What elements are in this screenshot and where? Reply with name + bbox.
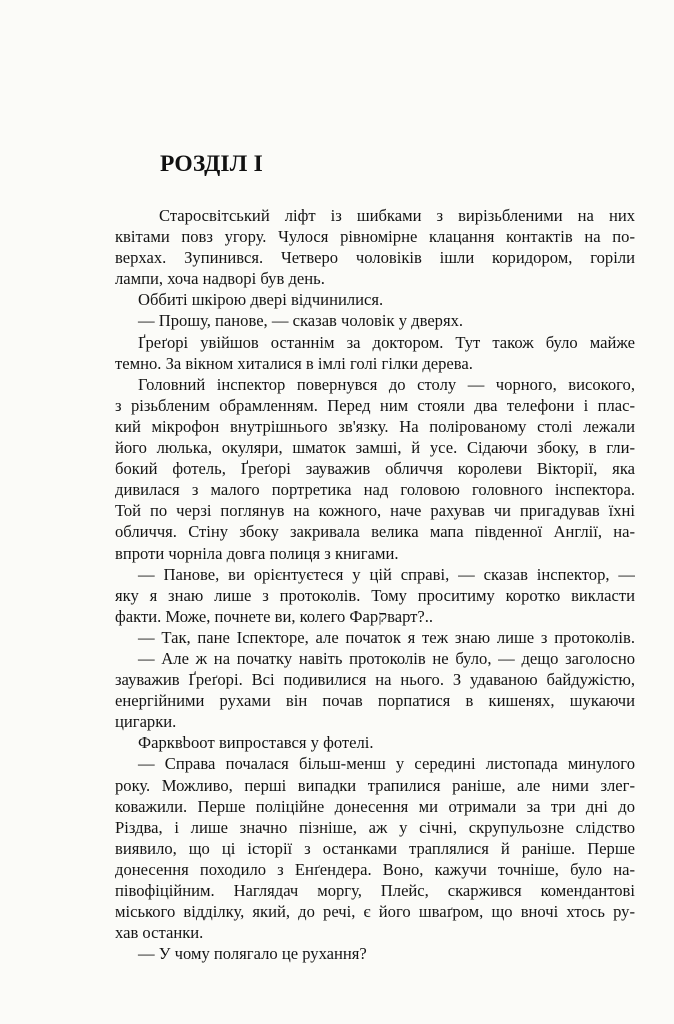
text-line: міського відділку, який, до речі, є його шваґром, що вночі хтось ру- [115, 902, 635, 922]
text-line: — Панове, ви орієнтуєтеся у цій справі, — сказав інспектор, — [138, 564, 635, 584]
body-text [115, 205, 635, 964]
text-line: з різьбленим обрамленням. Перед ним стояли два телефони і плас- [115, 395, 635, 415]
text-line: — Справа почалася більш-менш у середині листопада минулого [138, 754, 635, 774]
text-line: Фарквbooт випростався у фотелі. [138, 733, 374, 753]
text-line: — У чому полягало це рухання? [138, 944, 367, 964]
text-line: енергійними рухами він почав порпатися в кишенях, шукаючи [115, 691, 635, 711]
text-line: півофіційним. Наглядач моргу, Плейс, скаржився комендантові [115, 881, 635, 900]
text-line: факти. Може, почнете ви, колего Фарקварт?.. [115, 606, 434, 626]
text-line: бокий фотель, Ґреґорі зауважив обличчя королеви Вікторії, яка [115, 459, 635, 479]
text-line: зауважив Ґреґорі. Всі подивилися на нього. З удаваною байдужістю, [115, 670, 635, 690]
text-line: року. Можливо, перші випадки трапилися раніше, але ними злег- [115, 775, 635, 795]
text-line: Різдва, і лише значно пізніше, аж у січні, скрупульозне слідство [115, 817, 635, 837]
text-line: яку я знаю лише з протоколів. Тому проситиму коротко викласти [115, 585, 635, 605]
text-line: донесення походило з Енґендера. Воно, кажучи точніше, було на- [115, 859, 635, 879]
text-line: темно. За вікном хиталися в імлі голі гілки дерева. [115, 353, 473, 373]
text-line: Ґреґорі увійшов останнім за доктором. Тут також було майже [138, 332, 635, 352]
text-line: виявило, що ці історії з останками траплялися й раніше. Перше [115, 838, 635, 858]
text-line: цигарки. [115, 712, 177, 732]
text-line: квітами повз угору. Чулося рівномірне клацання контактів на по- [115, 227, 635, 247]
text-line: верхах. Зупинився. Четверо чоловіків ішли коридором, горіли [115, 248, 635, 268]
text-line: — Прошу, панове, — сказав чоловік у дверях. [138, 311, 464, 331]
text-line: впроти чорніла довга полиця з книгами. [115, 543, 399, 563]
text-line: лампи, хоча надворі був день. [115, 269, 325, 289]
text-line: дивилася з малого портретика над головою головного інспектора. [115, 480, 635, 500]
text-line: коважили. Перше поліційне донесення ми отримали за три дні до [115, 796, 635, 816]
text-line: — Але ж на початку навіть протоколів не було, — дещо заголосно [138, 648, 635, 668]
text-line: — Так, пане Іспекторе, але початок я теж знаю лише з протоколів. [138, 627, 635, 647]
text-line: обличчя. Стіну збоку закривала велика мапа південної Англії, на- [115, 522, 635, 542]
text-line: Головний інспектор повернувся до столу — чорного, високого, [138, 374, 635, 394]
text-line: Той по черзі поглянув на кожного, наче рахував чи пригадував їхні [115, 501, 635, 521]
chapter-title: РОЗДІЛ І [160, 151, 263, 177]
text-line: кий мікрофон внутрішнього зв'язку. На полірованому столі лежали [115, 416, 635, 436]
text-line: Старосвітський ліфт із шибками з вирізьбленими на них [159, 206, 635, 225]
text-line: Оббиті шкірою двері відчинилися. [138, 290, 384, 310]
text-line: його люлька, окуляри, шматок замші, й усе. Сідаючи збоку, в гли- [115, 438, 635, 458]
text-line: хав останки. [115, 923, 204, 943]
